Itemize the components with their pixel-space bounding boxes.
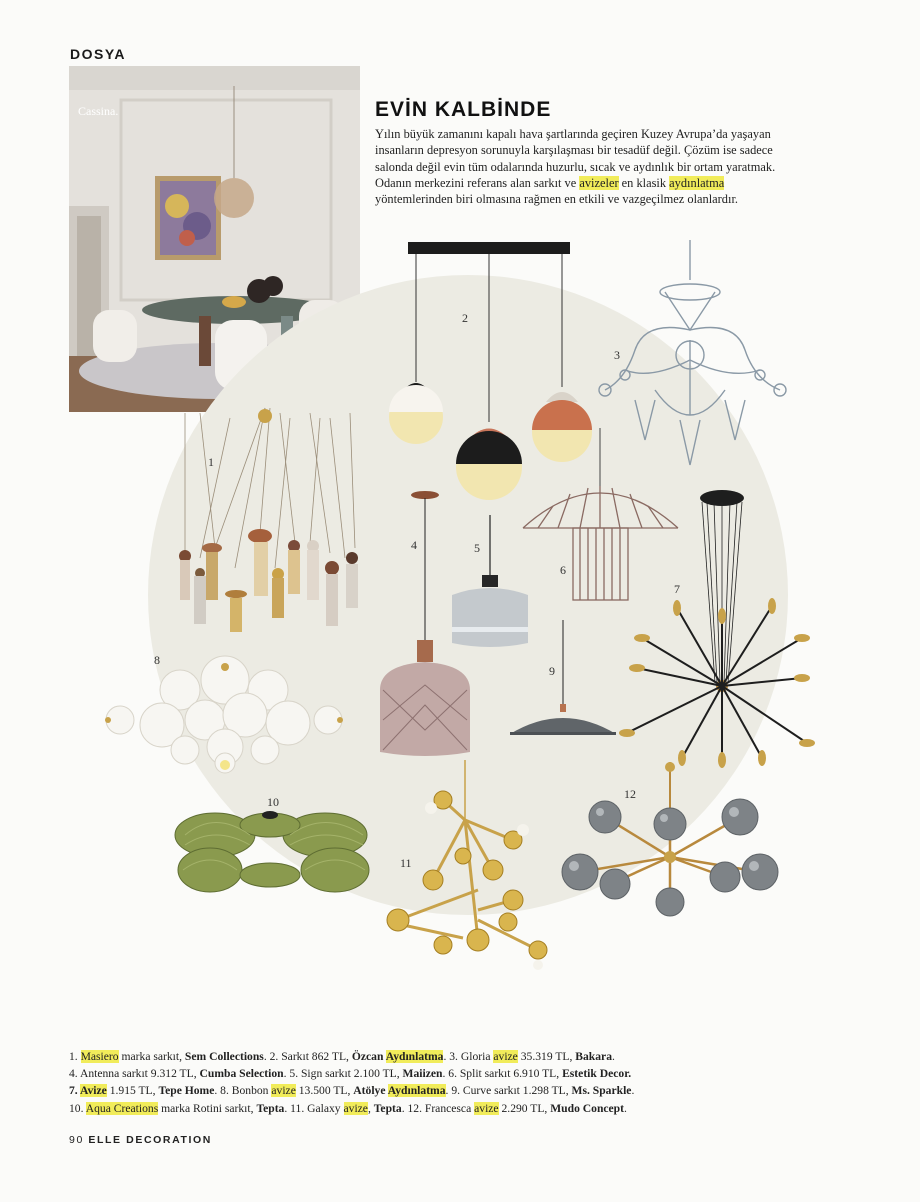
caption-segment: Özcan <box>351 1050 386 1063</box>
caption-segment: . <box>612 1050 615 1063</box>
caption-segment: , <box>367 1101 374 1115</box>
caption-segment: . 9. Curve sarkıt 1.298 TL, <box>445 1084 572 1098</box>
caption-segment: Sem Collections <box>184 1050 264 1063</box>
caption-segment: Estetik Decor. <box>562 1067 632 1081</box>
intro-text: yöntemlerinden biri olmasına rağmen en etkili ve vazgeçilmez olanlardır. <box>375 192 738 207</box>
caption-segment: Maiizen <box>402 1067 443 1081</box>
photo-caption: Cassina. <box>78 104 119 118</box>
caption-segment: 1. <box>69 1050 81 1063</box>
product-9-image <box>508 620 618 740</box>
intro-text: Yılın büyük zamanını kapalı hava şartlarında geçiren Kuzey Avrupa’da yaşayan insanların depresyon sorunuyla karşılaşması bir tesadüf değil. Çözüm ise sadece salonda değil evin tüm odalarında huzurlu, sıcak ve aydınlık bir ortam yaratmak. Odanın merkezini referans alan sarkıt ve <box>375 127 776 190</box>
caption-segment: Mudo Concept <box>550 1101 624 1115</box>
caption-segment: 10. <box>69 1101 86 1115</box>
product-number: 10 <box>267 795 279 809</box>
product-number: 1 <box>208 455 214 469</box>
section-label: DOSYA <box>70 46 127 62</box>
caption-segment: avize <box>474 1101 499 1115</box>
caption-segment: 2.290 TL, <box>498 1101 551 1115</box>
caption-segment: Ms. Sparkle <box>571 1084 632 1098</box>
product-10-image <box>175 805 370 900</box>
product-number: 6 <box>560 563 566 577</box>
caption-segment: Cumba Selection <box>199 1067 284 1081</box>
caption-segment: . <box>631 1084 635 1098</box>
intro-highlight: aydınlatma <box>669 175 725 190</box>
product-8-image <box>100 655 350 775</box>
product-number: 9 <box>549 664 555 678</box>
caption-segment: Avize <box>79 1084 107 1098</box>
product-number: 2 <box>462 311 468 325</box>
caption-segment: avize <box>493 1050 518 1063</box>
caption-segment: avize <box>271 1084 296 1098</box>
caption-segment: . 5. Sign sarkıt 2.100 TL, <box>283 1067 403 1081</box>
article-intro <box>375 126 787 207</box>
caption-segment: 13.500 TL, <box>295 1084 354 1098</box>
article-title: EVİN KALBİNDE <box>375 98 552 121</box>
product-number: 12 <box>624 787 636 801</box>
caption-segment: Bakara <box>575 1050 612 1063</box>
product-7-image <box>622 488 812 773</box>
caption-segment: . 3. Gloria <box>443 1050 494 1063</box>
caption-segment: marka sarkıt, <box>118 1050 185 1063</box>
caption-segment: 35.319 TL, <box>517 1050 576 1063</box>
caption-segment: Tepta <box>256 1101 285 1115</box>
caption-segment: Aqua Creations <box>85 1101 159 1115</box>
caption-segment: Tepe Home <box>158 1084 215 1098</box>
caption-segment: . <box>624 1101 627 1115</box>
caption-segment: Tepta <box>373 1101 402 1115</box>
caption-segment: marka Rotini sarkıt, <box>158 1101 257 1115</box>
caption-segment: Aydınlatma <box>385 1050 444 1063</box>
caption-segment: . 11. Galaxy <box>284 1101 344 1115</box>
caption-segment: Masiero <box>80 1050 119 1063</box>
caption-line <box>69 1082 859 1099</box>
caption-segment: Atölye <box>353 1084 388 1098</box>
magazine-name: ELLE DECORATION <box>88 1134 212 1146</box>
caption-segment: . 2. Sarkıt 862 TL, <box>263 1050 352 1063</box>
caption-segment: 1.915 TL, <box>106 1084 159 1098</box>
product-number: 3 <box>614 348 620 362</box>
caption-segment: . 12. Francesca <box>401 1101 475 1115</box>
page-footer <box>69 1134 212 1146</box>
caption-segment: 7. <box>69 1084 80 1098</box>
caption-segment: Aydınlatma <box>387 1084 446 1098</box>
caption-line <box>69 1100 859 1117</box>
product-number: 11 <box>400 856 412 870</box>
intro-text: en klasik <box>618 175 670 190</box>
product-12-image <box>560 762 785 917</box>
product-number: 7 <box>674 582 680 596</box>
caption-line <box>69 1065 859 1082</box>
caption-segment: 4. Antenna sarkıt 9.312 TL, <box>69 1067 200 1081</box>
page-number: 90 <box>69 1134 84 1146</box>
product-number: 8 <box>154 653 160 667</box>
intro-highlight: avizeler <box>579 175 619 190</box>
product-captions <box>69 1048 859 1117</box>
caption-line <box>69 1048 859 1065</box>
product-1-image <box>170 408 370 638</box>
product-number: 5 <box>474 541 480 555</box>
caption-segment: . 6. Split sarkıt 6.910 TL, <box>442 1067 563 1081</box>
product-number: 4 <box>411 538 417 552</box>
caption-segment: avize <box>343 1101 368 1115</box>
caption-segment: . 8. Bonbon <box>214 1084 272 1098</box>
